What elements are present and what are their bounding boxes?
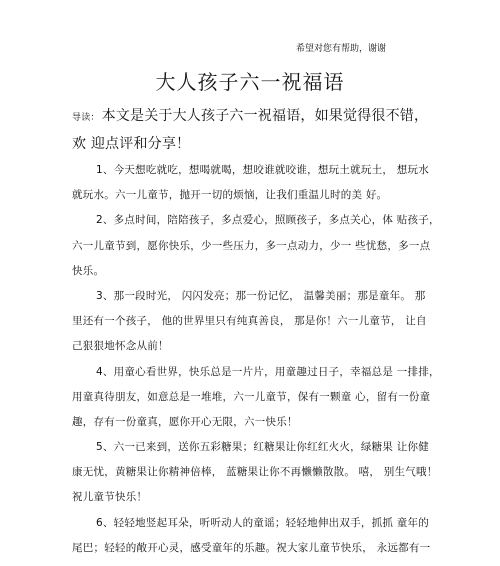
intro-line-1 bbox=[72, 103, 442, 131]
paragraph-line: 趣，存有一份童真，愿你开心无限，六一快乐！ bbox=[72, 415, 298, 428]
paragraph-line: 里还有一个孩子， 他的世界里只有纯真善良， 那是你！六一儿童节， 让自 bbox=[72, 315, 427, 328]
paragraph-line: 就玩水。六一儿童节，抛开一切的烦恼，让我们重温儿时的美 好。 bbox=[72, 189, 388, 202]
paragraph-line: 3、那一段时光， 闪闪发亮；那一份记忆， 温馨美丽；那是童年。 那 bbox=[96, 289, 426, 302]
intro-text-1: 本文是关于大人孩子六一祝福语，如果觉得很不错， bbox=[101, 108, 429, 124]
intro-label: 导读： bbox=[72, 113, 100, 123]
paragraph-1 bbox=[72, 158, 437, 208]
paragraph-line: 祝儿童节快乐！ bbox=[72, 491, 148, 504]
paragraph-2 bbox=[72, 208, 440, 284]
intro-block bbox=[72, 103, 442, 157]
paragraph-line: 六一儿童节到，愿你快乐，少一些压力，多一点动力，少一 些忧愁，多一点 bbox=[72, 239, 431, 252]
paragraph-line: 4、用童心看世界，快乐总是一片片，用童趣过日子，幸福总是 一排排， bbox=[96, 365, 440, 378]
paragraph-3 bbox=[72, 284, 437, 360]
paragraph-4 bbox=[72, 360, 440, 436]
paragraph-line: 己狠狠地怀念从前！ bbox=[72, 340, 169, 353]
paragraph-line: 用童真待朋友，如意总是一堆堆，六一儿童节，保有一颗童 心，留有一份童 bbox=[72, 390, 431, 403]
header-note: 希望对您有帮助，谢谢 bbox=[296, 44, 387, 54]
document-title: 大人孩子六一祝福语 bbox=[155, 70, 345, 94]
paragraph-line: 尾巴；轻轻的敞开心灵，感受童年的乐趣。祝大家儿童节快乐， 永远都有一 bbox=[72, 541, 431, 554]
paragraph-5 bbox=[72, 435, 437, 511]
paragraph-6 bbox=[72, 511, 437, 561]
paragraph-line: 2、多点时间，陪陪孩子，多点爱心，照顾孩子，多点关心，体 贴孩子， bbox=[96, 214, 440, 227]
paragraph-line: 6、轻轻地竖起耳朵，听听动人的童谣；轻轻地伸出双手，抓抓 童年的 bbox=[96, 516, 430, 529]
paragraph-line: 快乐。 bbox=[72, 264, 105, 277]
paragraph-line: 康无忧，黄糖果让你精神倍棒， 蓝糖果让你不再懒懒散散。 嘻， 别生气哦！ bbox=[72, 466, 438, 479]
intro-line-2: 欢 迎点评和分享！ bbox=[72, 136, 191, 152]
paragraph-line: 1、今天想吃就吃，想喝就喝，想咬谁就咬谁，想玩土就玩土， 想玩水 bbox=[96, 164, 430, 176]
body-text bbox=[72, 158, 440, 561]
paragraph-line: 5、六一已来到，送你五彩糖果；红糖果让你红红火火，绿糖果 让你健 bbox=[96, 441, 430, 454]
